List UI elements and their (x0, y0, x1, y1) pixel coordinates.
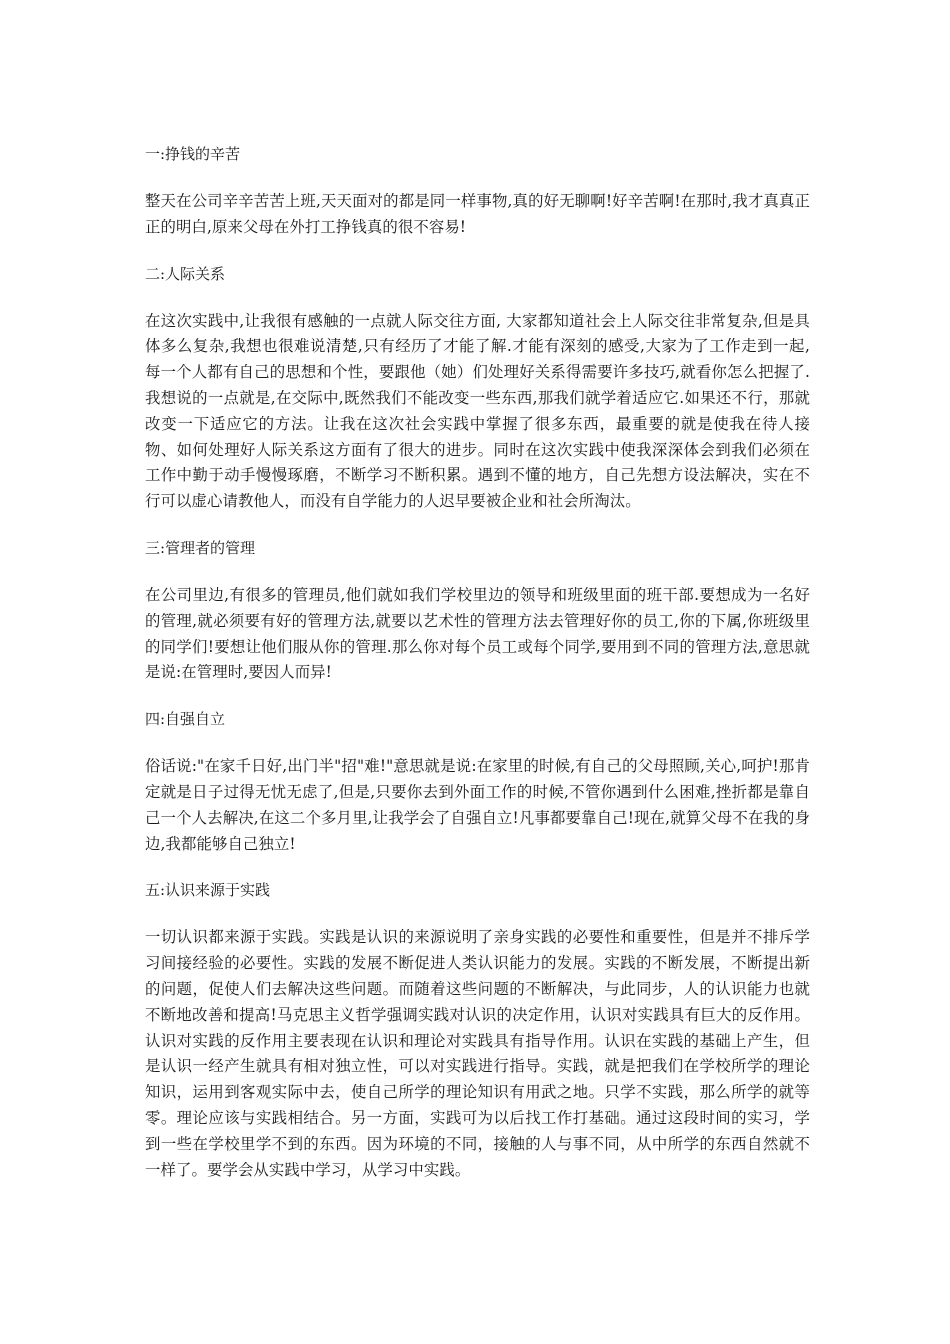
section-heading: 四:自强自立 (145, 710, 226, 729)
section-2 (145, 263, 810, 515)
section-paragraph: 在这次实践中,让我很有感触的一点就人际交往方面, 大家都知道社会上人际交往非常复杂,但是具体多么复杂,我想也很难说清楚,只有经历了才能了解.才能有深刻的感受,大家为了工作走到一起, 每一个人都有自己的思想和个性，要跟他（她）们处理好关系得需要许多技巧,就看你怎么把握了.我想说的一点就是,在交际中,既然我们不能改变一些东西,那我们就学着适应它.如果还不行，那就改变一下适应它的方法。让我在这次社会实践中掌握了很多东西，最重要的就是使我在待人接物、如何处理好人际关系这方面有了很大的进步。同时在这次实践中使我深深体会到我们必须在工作中勤于动手慢慢琢磨，不断学习不断积累。遇到不懂的地方，自己先想方设法解决，实在不行可以虚心请教他人，而没有自学能力的人迟早要被企业和社会所淘汰。 (145, 311, 810, 511)
section-paragraph: 一切认识都来源于实践。实践是认识的来源说明了亲身实践的必要性和重要性，但是并不排斥学习间接经验的必要性。实践的发展不断促进人类认识能力的发展。实践的不断发展，不断提出新的问题，促使人们去解决这些问题。而随着这些问题的不断解决，与此同步，人的认识能力也就不断地改善和提高!马克思主义哲学强调实践对认识的决定作用，认识对实践具有巨大的反作用。认识对实践的反作用主要表现在认识和理论对实践具有指导作用。认识在实践的基础上产生，但是认识一经产生就具有相对独立性，可以对实践进行指导。实践，就是把我们在学校所学的理论知识，运用到客观实际中去，使自己所学的理论知识有用武之地。只学不实践，那么所学的就等零。理论应该与实践相结合。另一方面，实践可为以后找工作打基础。通过这段时间的实习，学到一些在学校里学不到的东西。因为环境的不同，接触的人与事不同，从中所学的东西自然就不一样了。要学会从实践中学习，从学习中实践。 (145, 928, 810, 1179)
section-3 (145, 537, 810, 686)
section-heading: 一:挣钱的辛苦 (145, 145, 241, 163)
section-paragraph: 在公司里边,有很多的管理员,他们就如我们学校里边的领导和班级里面的班干部.要想成为一名好的管理,就必须要有好的管理方法,就要以艺术性的管理方法去管理好你的员工,你的下属,你班级里的同学们!要想让他们服从你的管理.那么你对每个员工或每个同学,要用到不同的管理方法,意思就是说:在管理时,要因人而异! (145, 585, 810, 682)
section-heading: 五:认识来源于实践 (145, 881, 271, 900)
section-1 (145, 143, 810, 241)
section-5 (145, 879, 810, 1183)
section-paragraph: 俗话说:"在家千日好,出门半"招"难!"意思就是说:在家里的时候,有自己的父母照顾,关心,呵护!那肯定就是日子过得无忧无虑了,但是,只要你去到外面工作的时候,不管你遇到什么困难,挫折都是靠自己一个人去解决,在这二个多月里,让我学会了自强自立!凡事都要靠自己!现在,就算父母不在我的身边,我都能够自己独立! (145, 757, 810, 853)
document-page (145, 143, 810, 1183)
section-paragraph: 整天在公司辛辛苦苦上班,天天面对的都是同一样事物,真的好无聊啊!好辛苦啊!在那时,我才真真正正的明白,原来父母在外打工挣钱真的很不容易! (145, 192, 810, 236)
section-4 (145, 708, 810, 857)
section-heading: 二:人际关系 (145, 264, 226, 283)
section-heading: 三:管理者的管理 (145, 538, 256, 557)
